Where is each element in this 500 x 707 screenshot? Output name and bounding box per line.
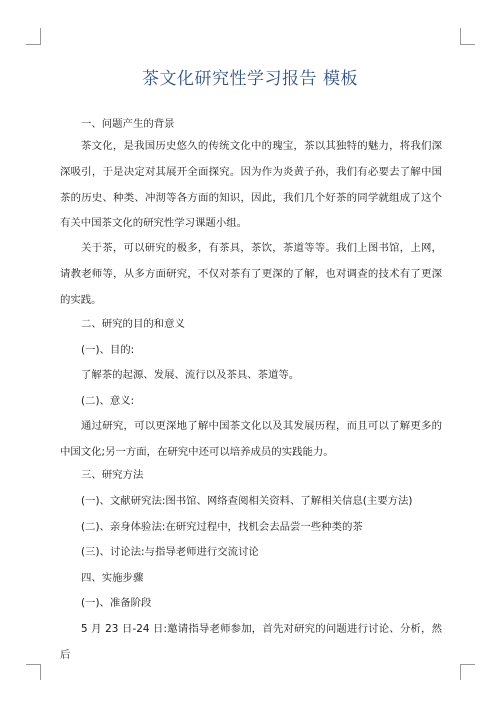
section-heading: 四、实施步骤 <box>81 572 144 584</box>
document-title: 茶文化研究性学习报告 模板 <box>142 69 358 89</box>
section-heading: 二、研究的目的和意义 <box>81 318 185 330</box>
subsection-heading: (一)、目的: <box>81 344 135 356</box>
body-paragraph: 通过研究，可以更深地了解中国茶文化以及其发展历程，而且可以了解更多的中国文化;另一方面，在研究中还可以培养成员的实践能力。 <box>60 420 442 458</box>
subsection-heading: (二)、意义: <box>81 395 135 407</box>
body-paragraph: 关于茶，可以研究的极多，有茶具，茶饮，茶道等等。我们上图书馆，上网，请教老师等，从多方面研究，不仅对茶有了更深的了解，也对调查的技术有了更深的实践。 <box>60 242 442 306</box>
section-heading: 三、研究方法 <box>81 469 144 481</box>
crop-mark-bottom-left <box>26 664 41 665</box>
body-paragraph: 5 月 23 日-24 日:邀请指导老师参加，首先对研究的问题进行讨论、分析，然后 <box>60 623 442 661</box>
crop-mark-bottom-left <box>40 664 41 680</box>
crop-mark-bottom-right <box>460 664 475 665</box>
body-paragraph: 茶文化，是我国历史悠久的传统文化中的瑰宝，茶以其独特的魅力，将我们深深吸引，于是决定对其展开全面探究。因为作为炎黄子孙，我们有必要去了解中国茶的历史、种类、冲沏等各方面的知识，因此，我们几个好茶的同学就组成了这个有关中国茶文化的研究性学习课题小组。 <box>60 140 442 230</box>
subsection-heading: (一)、准备阶段 <box>81 597 152 609</box>
crop-mark-top-left <box>40 28 41 44</box>
list-item: (二)、亲身体验法:在研究过程中，找机会去品尝一些种类的茶 <box>81 521 363 533</box>
section-heading: 一、问题产生的背景 <box>81 118 175 130</box>
list-item: (一)、文献研究法:图书馆、网络查阅相关资料、了解相关信息(主要方法) <box>81 495 413 507</box>
crop-mark-top-right <box>460 44 475 45</box>
crop-mark-top-right <box>460 28 461 44</box>
crop-mark-bottom-right <box>460 664 461 680</box>
body-paragraph: 了解茶的起源、发展、流行以及茶具、茶道等。 <box>81 369 300 381</box>
list-item: (三)、讨论法:与指导老师进行交流讨论 <box>81 546 259 558</box>
crop-mark-top-left <box>26 44 41 45</box>
